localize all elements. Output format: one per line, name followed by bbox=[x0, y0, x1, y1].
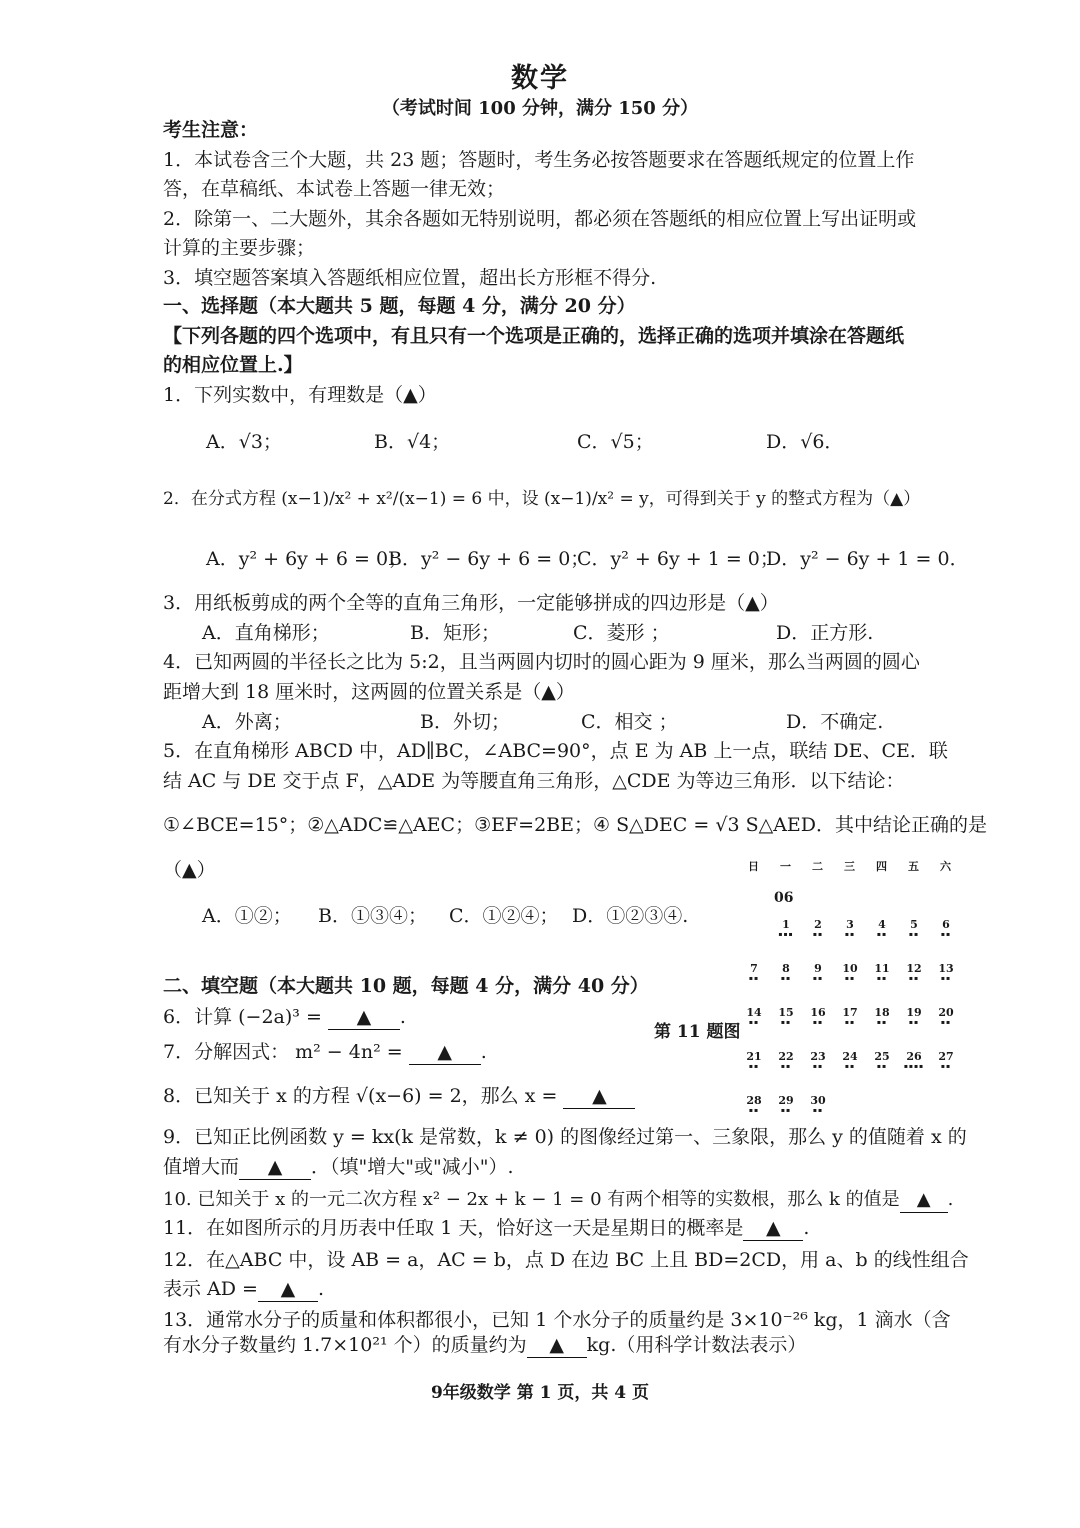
section-1-instruction: 的相应位置上.】 bbox=[163, 354, 303, 376]
q3-option-c: C．菱形 ； bbox=[573, 622, 670, 644]
calendar-day: 6 ▪▪ bbox=[940, 918, 952, 938]
calendar-day: 20 ▪▪ bbox=[938, 1006, 954, 1026]
calendar-month: 06 bbox=[774, 890, 794, 906]
q12-stem: 12．在△ABC 中，设 AB = a，AC = b，点 D 在边 BC 上且 BD=2CD，用 a、b 的线性组合 bbox=[163, 1249, 969, 1271]
section-2-title: 二、填空题（本大题共 10 题，每题 4 分，满分 40 分） bbox=[163, 975, 649, 997]
q11-stem: 11．在如图所示的月历表中任取 1 天，恰好这一天是星期日的概率是 bbox=[163, 1217, 744, 1239]
q1-stem: 1．下列实数中，有理数是（▲） bbox=[163, 384, 437, 406]
calendar-day: 3 ▪▪ bbox=[844, 918, 856, 938]
figure-label: 第 11 题图 bbox=[654, 1022, 741, 1042]
answer-blank: ▲ bbox=[409, 1040, 481, 1065]
calendar-day: 18 ▪▪ bbox=[874, 1006, 890, 1026]
q1-option-c: C．√5； bbox=[577, 431, 654, 453]
q9-stem: 值增大而 bbox=[163, 1156, 240, 1178]
calendar-day: 9 ▪▪ bbox=[812, 962, 824, 982]
calendar-day: 28 ▪▪ bbox=[746, 1094, 762, 1114]
answer-blank: ▲ bbox=[900, 1188, 948, 1213]
q8-stem: 8．已知关于 x 的方程 √(x−6) = 2，那么 x = bbox=[163, 1085, 564, 1107]
notice-line: 1．本试卷含三个大题，共 23 题；答题时，考生务必按答题要求在答题纸规定的位置上作 bbox=[163, 149, 915, 171]
answer-blank: ▲ bbox=[527, 1333, 587, 1358]
calendar-day: 23 ▪▪ bbox=[810, 1050, 826, 1070]
q4-stem: 4．已知两圆的半径长之比为 5:2，且当两圆内切时的圆心距为 9 厘米，那么当两圆的圆心 bbox=[163, 651, 920, 673]
q3-option-b: B．矩形； bbox=[410, 622, 500, 644]
notice-heading: 考生注意： bbox=[163, 119, 259, 141]
q5-stem: 结 AC 与 DE 交于点 F，△ADE 为等腰直角三角形，△CDE 为等边三角形．以下结论： bbox=[163, 770, 905, 792]
calendar-day: 27 ▪▪ bbox=[938, 1050, 954, 1070]
q8 bbox=[163, 1084, 635, 1109]
calendar-figure bbox=[742, 858, 960, 1118]
calendar-header: 六 bbox=[940, 860, 951, 873]
q13-stem: 13．通常水分子的质量和体积都很小，已知 1 个水分子的质量约是 3×10⁻²⁶ kg，1 滴水（含 bbox=[163, 1309, 951, 1331]
q9-stem: ．（填"增大"或"减小"）. bbox=[311, 1156, 514, 1178]
q4-option-c: C．相交 ； bbox=[581, 711, 678, 733]
calendar-day: 15 ▪▪ bbox=[778, 1006, 794, 1026]
section-1-instruction: 【下列各题的四个选项中，有且只有一个选项是正确的，选择正确的选项并填涂在答题纸 bbox=[163, 325, 905, 347]
q5-option-a: A．①②； bbox=[202, 905, 292, 927]
calendar-day: 14 ▪▪ bbox=[746, 1006, 762, 1026]
answer-blank: ▲ bbox=[328, 1005, 400, 1030]
notice-line: 答，在草稿纸、本试卷上答题一律无效； bbox=[163, 178, 506, 200]
calendar-day: 26 ▪▪▪▪ bbox=[903, 1050, 925, 1070]
q9 bbox=[163, 1155, 514, 1180]
calendar-day: 2 ▪▪ bbox=[812, 918, 824, 938]
q2-option-a: A．y² + 6y + 6 = 0； bbox=[206, 548, 408, 570]
q5-stem: （▲） bbox=[163, 859, 216, 881]
q7: 7．分解因式： m² − 4n² = ▲ . bbox=[163, 1041, 487, 1063]
calendar-day: 8 ▪▪ bbox=[780, 962, 792, 982]
q10-stem: 10. 已知关于 x 的一元二次方程 x² − 2x + k − 1 = 0 有两个相等的实数根，那么 k 的值是 bbox=[163, 1189, 900, 1210]
calendar-day: 1 ▪▪▪ bbox=[778, 918, 794, 938]
calendar-day: 30 ▪▪ bbox=[810, 1094, 826, 1114]
q4-stem: 距增大到 18 厘米时，这两圆的位置关系是（▲） bbox=[163, 681, 575, 703]
notice-line: 3．填空题答案填入答题纸相应位置，超出长方形框不得分. bbox=[163, 267, 657, 289]
calendar-day: 16 ▪▪ bbox=[810, 1006, 826, 1026]
calendar-day: 13 ▪▪ bbox=[938, 962, 954, 982]
q3-option-a: A．直角梯形； bbox=[202, 622, 330, 644]
notice-line: 计算的主要步骤； bbox=[163, 237, 316, 259]
q12-stem: 表示 AD = bbox=[163, 1278, 258, 1300]
q2-option-b: B．y² − 6y + 6 = 0； bbox=[388, 548, 590, 570]
answer-blank: ▲ bbox=[743, 1216, 803, 1241]
q5-stem: ①∠BCE=15°；②△ADC≌△AEC；③EF=2BE；④ S△DEC = √3 S△AED．其中结论正确的是 bbox=[163, 814, 988, 836]
notice-line: 2．除第一、二大题外，其余各题如无特别说明，都必须在答题纸的相应位置上写出证明或 bbox=[163, 208, 917, 230]
q1-option-b: B．√4； bbox=[374, 431, 451, 453]
calendar-header: 一 bbox=[780, 860, 791, 873]
calendar-day: 12 ▪▪ bbox=[906, 962, 922, 982]
calendar-header: 三 bbox=[844, 860, 855, 873]
q2-option-d: D．y² − 6y + 1 = 0． bbox=[766, 548, 969, 570]
calendar-header: 四 bbox=[876, 860, 887, 873]
q5-stem: 5．在直角梯形 ABCD 中，AD∥BC，∠ABC=90°，点 E 为 AB 上一点，联结 DE、CE．联 bbox=[163, 740, 948, 762]
calendar-day: 4 ▪▪ bbox=[876, 918, 888, 938]
calendar-day: 17 ▪▪ bbox=[842, 1006, 858, 1026]
q5-option-b: B．①③④； bbox=[318, 905, 427, 927]
calendar-header: 五 bbox=[908, 860, 919, 873]
calendar-day: 24 ▪▪ bbox=[842, 1050, 858, 1070]
q12: 表示 AD = ▲ . bbox=[163, 1278, 325, 1300]
q6-stem: 6．计算 (−2a)³ = bbox=[163, 1006, 328, 1028]
section-1-title: 一、选择题（本大题共 5 题，每题 4 分，满分 20 分） bbox=[163, 295, 636, 317]
calendar-day: 5 ▪▪ bbox=[908, 918, 920, 938]
q13 bbox=[163, 1333, 806, 1358]
calendar-header: 二 bbox=[812, 860, 823, 873]
q5-option-d: D．①②③④. bbox=[572, 905, 689, 927]
q4-option-d: D．不确定. bbox=[786, 711, 884, 733]
q13-stem: kg.（用科学计数法表示） bbox=[586, 1334, 807, 1356]
answer-blank: ▲ bbox=[239, 1155, 311, 1180]
q3-option-d: D．正方形. bbox=[776, 622, 874, 644]
q6: 6．计算 (−2a)³ = ▲ . bbox=[163, 1006, 406, 1028]
q13-stem: 有水分子数量约 1.7×10²¹ 个）的质量约为 bbox=[163, 1334, 527, 1356]
calendar-day: 22 ▪▪ bbox=[778, 1050, 794, 1070]
calendar-day: 21 ▪▪ bbox=[746, 1050, 762, 1070]
q11: 11．在如图所示的月历表中任取 1 天，恰好这一天是星期日的概率是 ▲ . bbox=[163, 1217, 810, 1239]
answer-blank: ▲ bbox=[258, 1277, 318, 1302]
exam-title: 数学 bbox=[511, 63, 569, 94]
q5-option-c: C．①②④； bbox=[449, 905, 559, 927]
answer-blank: ▲ bbox=[563, 1084, 635, 1109]
calendar-day: 10 ▪▪ bbox=[842, 962, 858, 982]
q10: 10. 已知关于 x 的一元二次方程 x² − 2x + k − 1 = 0 有两个相等的实数根，那么 k 的值是 ▲ . bbox=[163, 1188, 953, 1213]
q3-stem: 3．用纸板剪成的两个全等的直角三角形，一定能够拼成的四边形是（▲） bbox=[163, 592, 779, 614]
q4-option-a: A．外离； bbox=[202, 711, 292, 733]
q1-option-d: D．√6． bbox=[766, 431, 844, 453]
q2-option-c: C．y² + 6y + 1 = 0； bbox=[577, 548, 779, 570]
calendar-day: 25 ▪▪ bbox=[874, 1050, 890, 1070]
q1-option-a: A．√3； bbox=[206, 431, 282, 453]
q9-stem: 9．已知正比例函数 y = kx(k 是常数，k ≠ 0) 的图像经过第一、三象限，那么 y 的值随着 x 的 bbox=[163, 1126, 967, 1148]
exam-subtitle: （考试时间 100 分钟，满分 150 分） bbox=[381, 98, 699, 119]
calendar-day: 11 ▪▪ bbox=[874, 962, 890, 982]
q2-stem: 2．在分式方程 (x−1)/x² + x²/(x−1) = 6 中，设 (x−1)/x² = y，可得到关于 y 的整式方程为（▲） bbox=[163, 489, 921, 509]
page-footer: 9年级数学 第 1 页，共 4 页 bbox=[430, 1383, 650, 1403]
calendar-day: 19 ▪▪ bbox=[906, 1006, 922, 1026]
calendar-day: 29 ▪▪ bbox=[778, 1094, 794, 1114]
q7-stem: 7．分解因式： m² − 4n² = bbox=[163, 1041, 409, 1063]
q4-option-b: B．外切； bbox=[420, 711, 510, 733]
calendar-day: 7 ▪▪ bbox=[748, 962, 760, 982]
calendar-header: 日 bbox=[748, 860, 759, 873]
